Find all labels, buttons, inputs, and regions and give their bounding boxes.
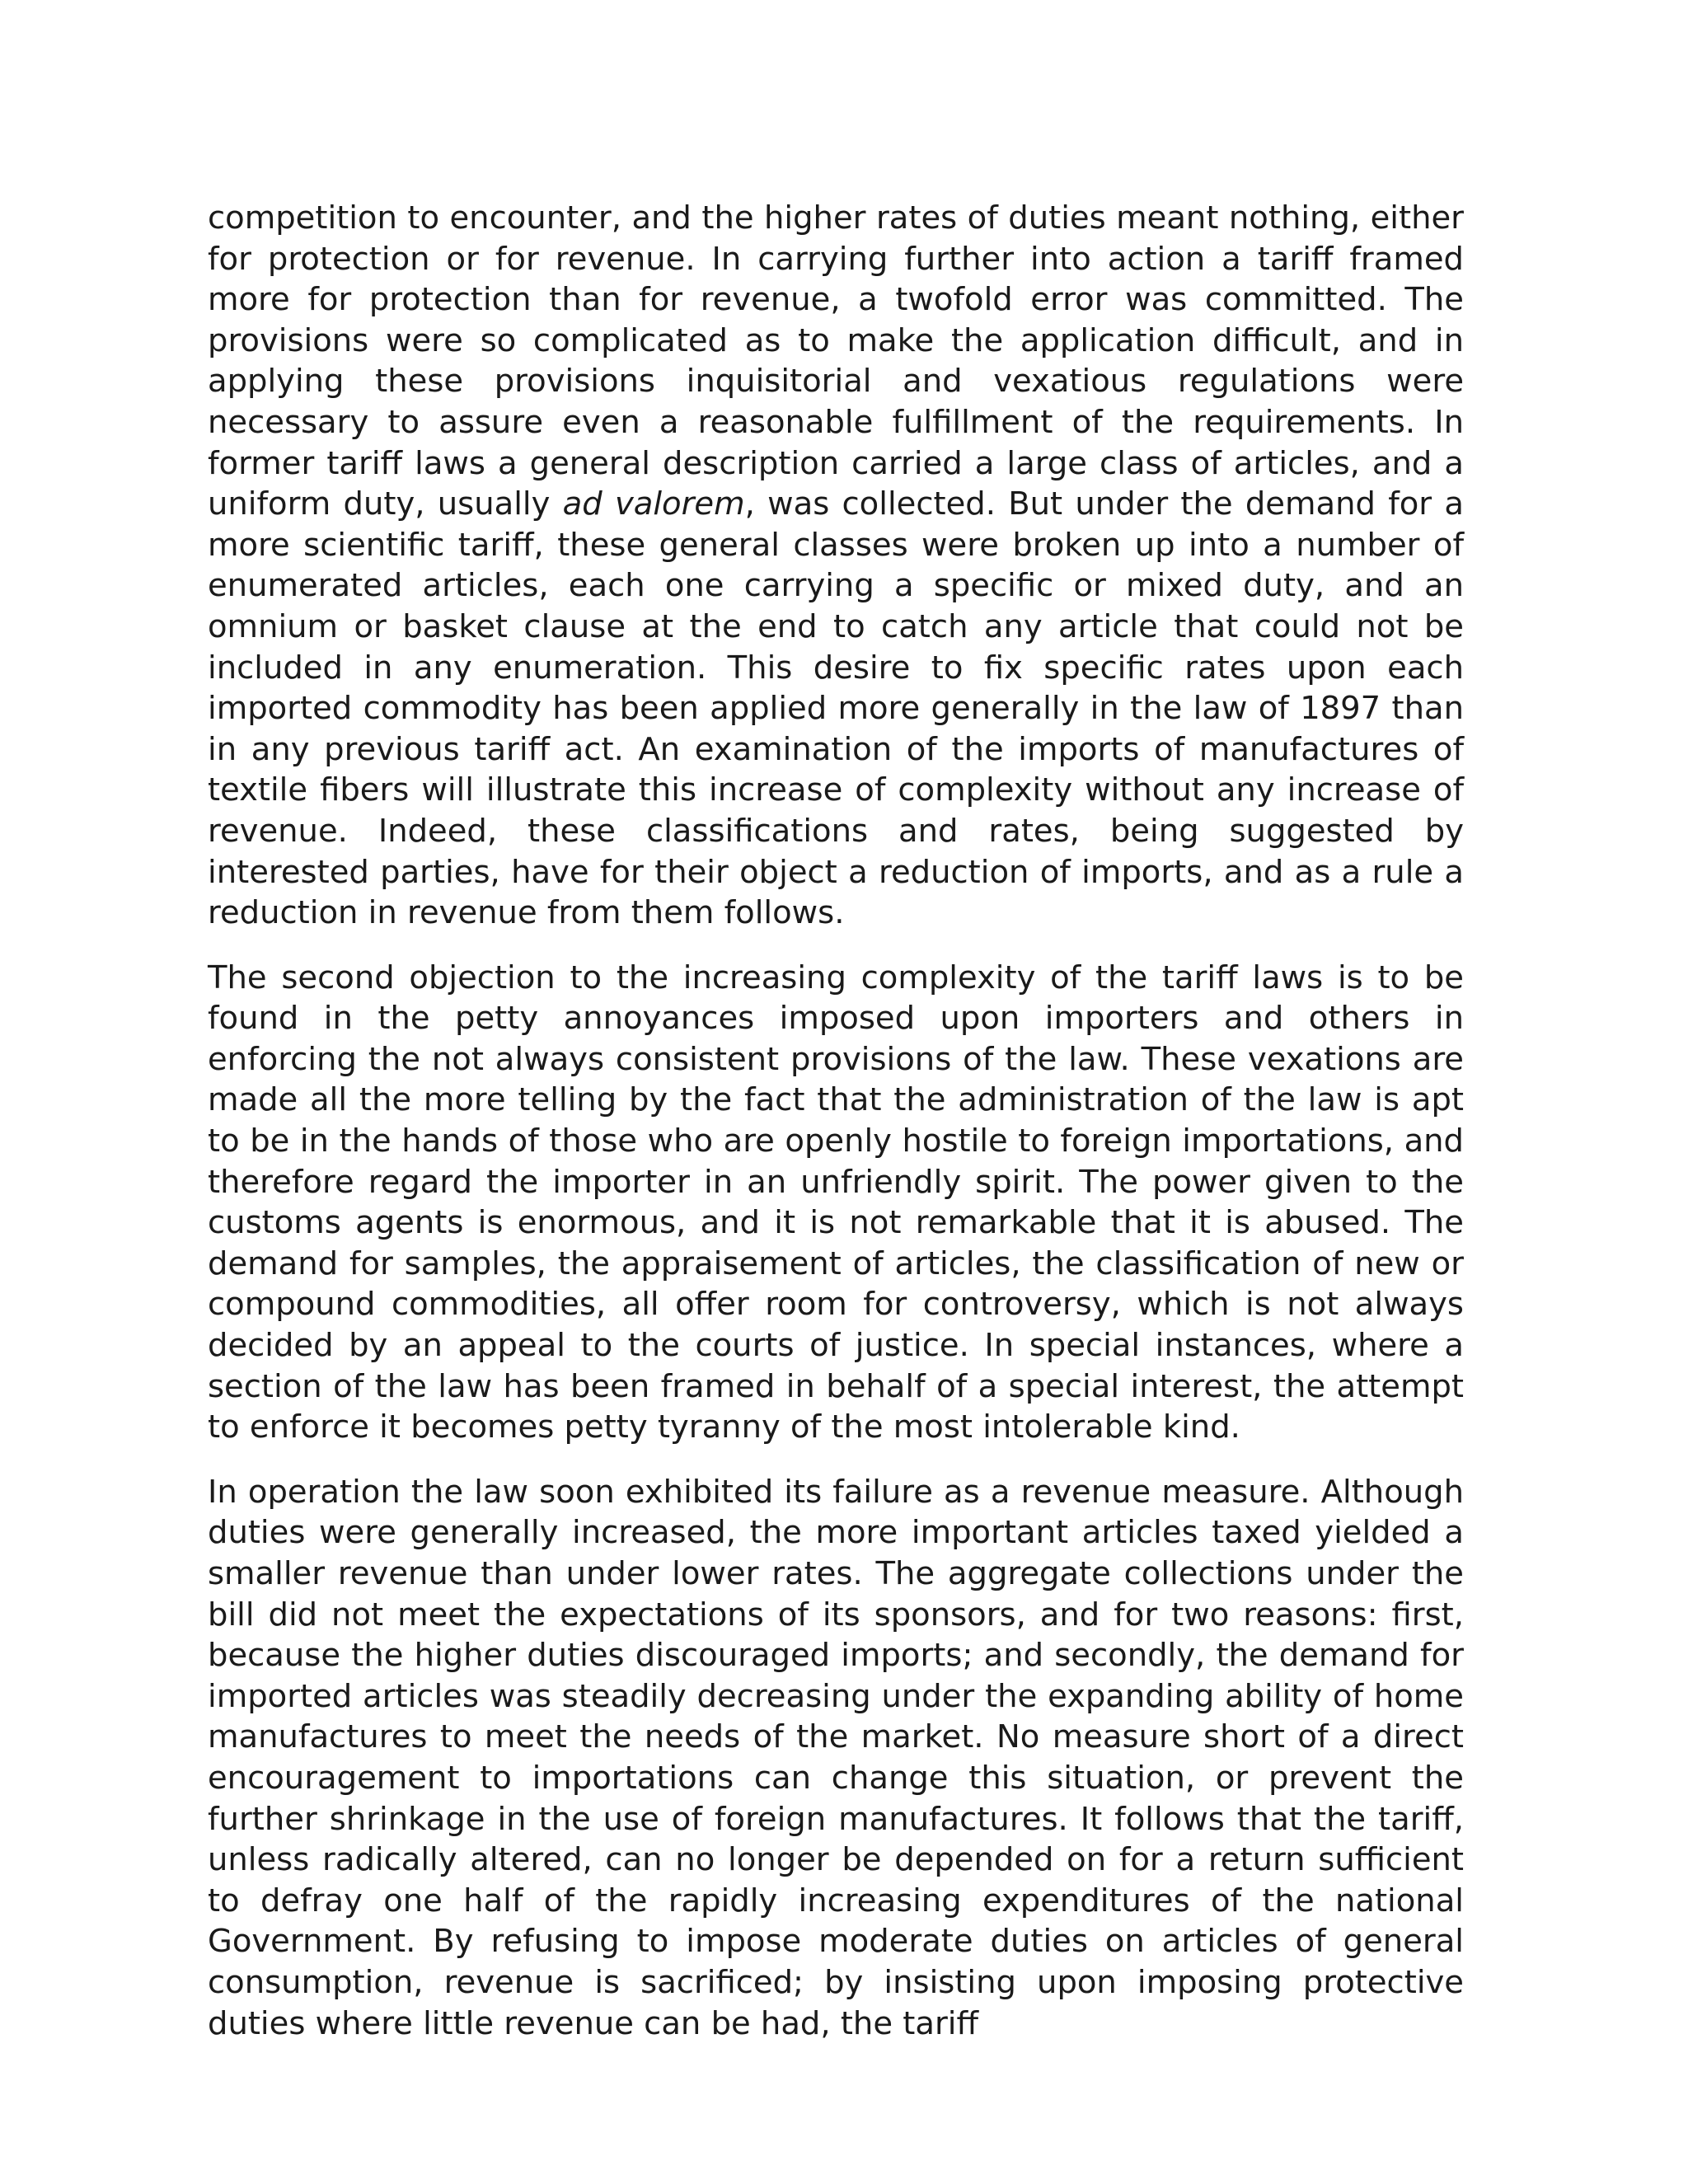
paragraph-1 [208, 198, 1464, 934]
paragraph-3: In operation the law soon exhibited its failure as a revenue measure. Although duties were generally increased, the more important articles taxed yielded a smaller revenue than under lower rates. The aggregate collections under the bill did not meet the expectations of its sponsors, and for two reasons: first, because the higher duties discouraged imports; and secondly, the demand for imported articles was steadily decreasing under the expanding ability of home manufactures to meet the needs of the market. No measure short of a direct encouragement to importations can change this situation, or prevent the further shrinkage in the use of foreign manufactures. It follows that the tariff, unless radically altered, can no longer be depended on for a return sufficient to defray one half of the rapidly increasing expenditures of the national Government. By refusing to impose moderate duties on articles of general consumption, revenue is sacrificed; by insisting upon imposing protective duties where little revenue can be had, the tariff [208, 1473, 1464, 2042]
paragraph-1-text-start: competition to encounter, and the higher rates of duties meant nothing, either for protection or for revenue. In carrying further into action a tariff framed more for protection than for revenue, a twofold error was committed. The provisions were so complicated as to make the application difficult, and in applying these provisions inquisitorial and vexatious regulations were necessary to assure even a reasonable fulfillment of the requirements. In former tariff laws a general description carried a large class of articles, and a uniform duty, usually [208, 199, 1464, 523]
paragraph-1-text-end: , was collected. But under the demand for a more scientific tariff, these general classes were broken up into a number of enumerated articles, each one carrying a specific or mixed duty, and an omnium or basket clause at the end to catch any article that could not be included in any enumeration. This desire to fix specific rates upon each imported commodity has been applied more generally in the law of 1897 than in any previous tariff act. An examination of the imports of manufactures of textile fibers will illustrate this increase of complexity without any increase of revenue. Indeed, these classifications and rates, being suggested by interested parties, have for their object a reduction of imports, and as a rule a reduction in revenue from them follows. [208, 485, 1464, 932]
paragraph-1-italic-term: ad valorem [562, 485, 745, 523]
body-text [208, 198, 1464, 2068]
paragraph-2: The second objection to the increasing complexity of the tariff laws is to be found in the petty annoyances imposed upon importers and others in enforcing the not always consistent provisions of the law. These vexations are made all the more telling by the fact that the administration of the law is apt to be in the hands of those who are openly hostile to foreign importations, and therefore regard the importer in an unfriendly spirit. The power given to the customs agents is enormous, and it is not remarkable that it is abused. The demand for samples, the appraisement of articles, the classification of new or compound commodities, all offer room for controversy, which is not always decided by an appeal to the courts of justice. In special instances, where a section of the law has been framed in behalf of a special interest, the attempt to enforce it becomes petty tyranny of the most intolerable kind. [208, 958, 1464, 1446]
